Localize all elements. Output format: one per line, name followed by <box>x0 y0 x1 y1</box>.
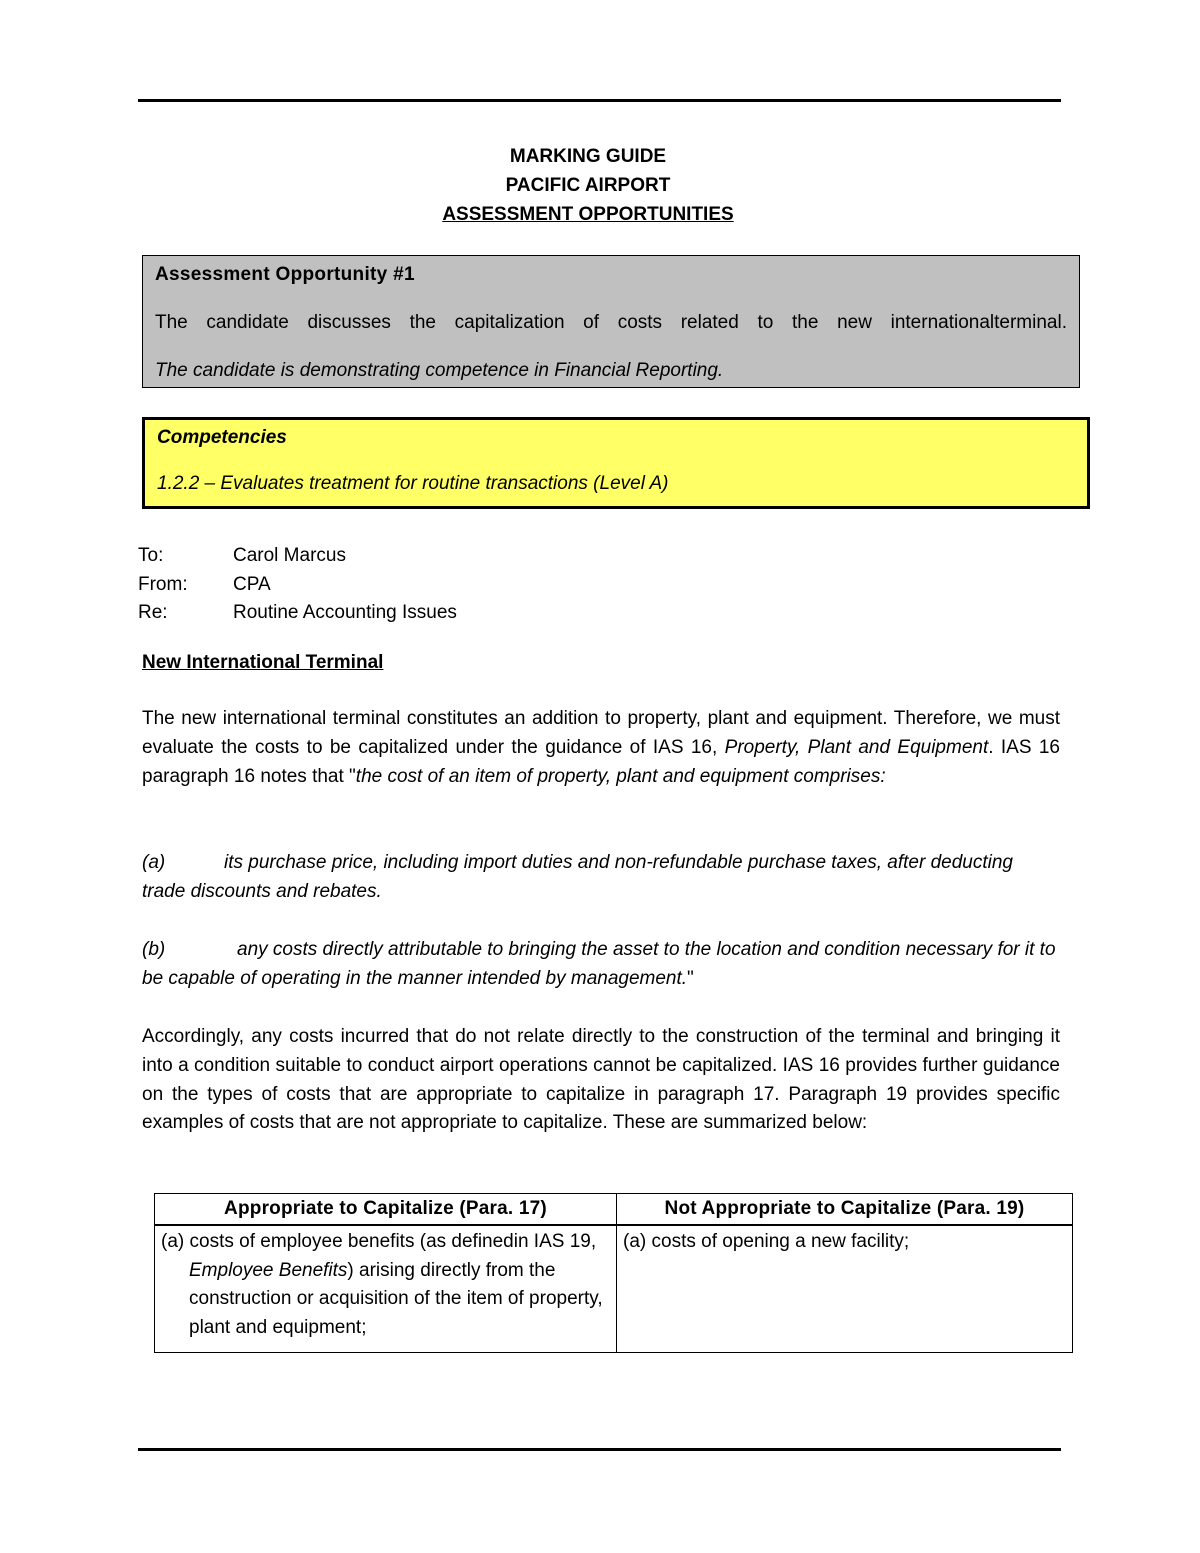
memo-to-label: To: <box>138 545 164 566</box>
title-line-marking-guide: MARKING GUIDE <box>509 146 667 167</box>
paragraph1-part1: The new international terminal constitutes an addition to property, plant and equipment. Therefore, we must evaluate the costs to be capitalized under the guidance of IAS 16, <box>142 708 1060 758</box>
paragraph1-italic-standard-title: Property, Plant and Equipment <box>724 736 989 758</box>
assessment-opportunity-box <box>142 255 1080 388</box>
memo-to-row <box>138 542 457 571</box>
paragraph-ias16-guidance: Accordingly, any costs incurred that do not relate directly to the construction of the terminal and bringing it into a condition suitable to conduct airport operations cannot be capitalized. IAS 16 provides further guidance on the types of costs that are appropriate to capitalize in paragraph 17. Paragraph 19 provides specific examples of costs that are not appropriate to capitalize. These are summarized below: <box>142 1026 1060 1134</box>
item-b-tag: (b) <box>142 939 166 960</box>
title-line-pacific-airport: PACIFIC AIRPORT <box>505 175 671 196</box>
document-title <box>138 142 1038 229</box>
assessment-competence-note: The candidate is demonstrating competence in Financial Reporting. <box>155 360 724 381</box>
memo-from-value: CPA <box>233 573 271 595</box>
table-row <box>155 1225 1073 1353</box>
table-header-row <box>155 1194 1073 1226</box>
assessment-opportunity-description: The candidate discusses the capitalization of costs related to the new internationalterminal. <box>155 312 1067 333</box>
appropriate-item-a <box>161 1228 610 1342</box>
appropriate-item-a-part2: ) arising directly from the construction or acquisition of the item of property, plant and equipment; <box>189 1259 603 1338</box>
table-cell-not-appropriate <box>617 1225 1073 1353</box>
memo-from-row <box>138 571 457 600</box>
item-a-text: its purchase price, including import duties and non-refundable purchase taxes, after deducting trade discounts and rebates. <box>142 852 1013 902</box>
quote-item-b <box>142 936 1060 994</box>
section-title: New International Terminal <box>142 652 384 673</box>
title-line-assessment-opportunities: ASSESSMENT OPPORTUNITIES <box>442 204 734 225</box>
capitalization-table <box>154 1193 1073 1353</box>
competencies-box <box>142 417 1090 509</box>
paragraph-ias16-intro <box>142 705 1060 791</box>
bottom-rule <box>138 1448 1061 1451</box>
competency-item: 1.2.2 – Evaluates treatment for routine transactions (Level A) <box>157 473 669 494</box>
table-header-not-appropriate: Not Appropriate to Capitalize (Para. 19) <box>617 1194 1073 1226</box>
appropriate-item-a-italic: Employee Benefits <box>189 1259 348 1281</box>
item-a-tag: (a) <box>142 852 166 873</box>
memo-re-value: Routine Accounting Issues <box>233 602 457 623</box>
memo-re-row <box>138 599 457 628</box>
assessment-opportunity-heading: Assessment Opportunity #1 <box>155 264 415 285</box>
paragraph1-italic-quote: the cost of an item of property, plant and equipment comprises: <box>355 765 886 787</box>
item-b-text: any costs directly attributable to bringing the asset to the location and condition necessary for it to be capable of operating in the manner intended by management. <box>142 939 1056 989</box>
quote-item-a <box>142 849 1060 907</box>
memo-header <box>138 542 457 628</box>
appropriate-item-a-part1: (a) costs of employee benefits (as definedin IAS 19, <box>161 1231 597 1252</box>
table-cell-appropriate <box>155 1225 617 1353</box>
competencies-heading: Competencies <box>157 427 287 448</box>
paragraph1-part2: . IAS 16 paragraph 16 notes that " <box>142 736 1060 787</box>
item-b-close-quote: " <box>687 967 694 989</box>
memo-re-label: Re: <box>138 602 168 623</box>
top-rule <box>138 99 1061 102</box>
memo-from-label: From: <box>138 573 188 595</box>
table-header-appropriate: Appropriate to Capitalize (Para. 17) <box>155 1194 617 1226</box>
not-appropriate-item-a: (a) costs of opening a new facility; <box>623 1231 910 1252</box>
memo-to-value: Carol Marcus <box>233 545 346 566</box>
